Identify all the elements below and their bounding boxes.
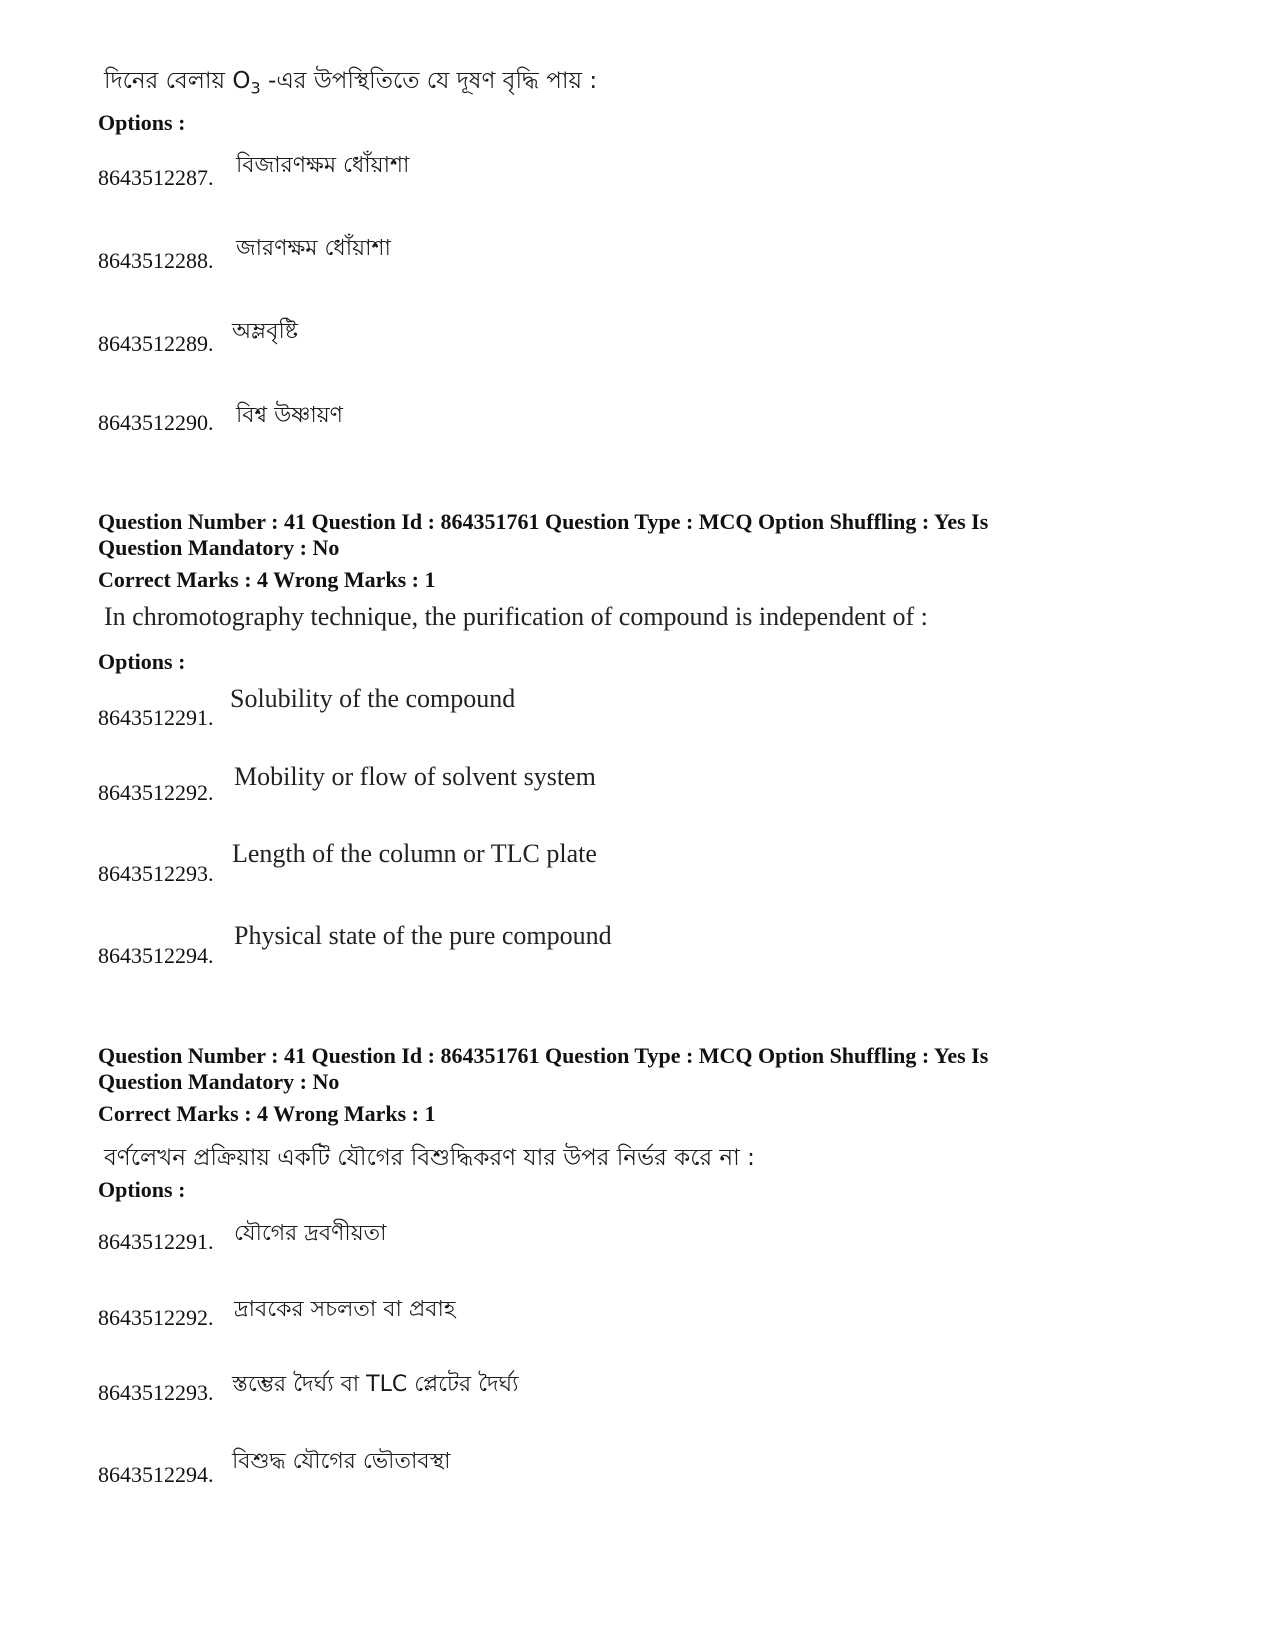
option-id: 8643512294. — [98, 943, 214, 968]
option-text: বিশ্ব উষ্ণায়ণ — [236, 403, 343, 428]
options-label: Options : — [98, 1177, 186, 1202]
question-meta-line: Question Number : 41 Question Id : 864351761 Question Type : MCQ Option Shuffling : Yes Is — [98, 1043, 989, 1068]
option-text: বিজারণক্ষম ধোঁয়াশা — [236, 153, 410, 178]
option-id: 8643512294. — [98, 1462, 214, 1487]
option-text: স্তম্ভের দৈর্ঘ্য বা TLC প্লেটের দৈর্ঘ্য — [232, 1372, 519, 1397]
option-id: 8643512290. — [98, 410, 214, 435]
question-stem-bengali: বর্ণলেখন প্রক্রিয়ায় একটি যৌগের বিশুদ্ধিকরণ যার উপর নির্ভর করে না : — [104, 1145, 755, 1171]
option-text: অম্লবৃষ্টি — [232, 319, 298, 344]
option-id: 8643512292. — [98, 780, 214, 805]
option-id: 8643512291. — [98, 705, 214, 730]
options-label: Options : — [98, 110, 186, 135]
option-id: 8643512293. — [98, 1380, 214, 1405]
options-label: Options : — [98, 649, 186, 674]
option-text: যৌগের দ্রবণীয়তা — [234, 1221, 387, 1246]
question-meta-line: Question Mandatory : No — [98, 1069, 340, 1094]
option-id: 8643512289. — [98, 331, 214, 356]
question-marks: Correct Marks : 4 Wrong Marks : 1 — [98, 1101, 436, 1126]
option-text: জারণক্ষম ধোঁয়াশা — [236, 236, 391, 261]
option-id: 8643512292. — [98, 1305, 214, 1330]
option-text: Mobility or flow of solvent system — [234, 762, 596, 791]
option-id: 8643512287. — [98, 165, 214, 190]
option-text: বিশুদ্ধ যৌগের ভৌতাবস্থা — [232, 1449, 451, 1474]
question-stem: In chromotography technique, the purification of compound is independent of : — [104, 602, 928, 631]
option-text: দ্রাবকের সচলতা বা প্রবাহ — [234, 1297, 456, 1322]
option-id: 8643512288. — [98, 248, 214, 273]
option-id: 8643512293. — [98, 861, 214, 886]
option-text: Length of the column or TLC plate — [232, 839, 597, 868]
option-text: Physical state of the pure compound — [234, 921, 612, 950]
option-id: 8643512291. — [98, 1229, 214, 1254]
question-stem-bengali-1: দিনের বেলায় $O_3$ -এর উপস্থিতিতে যে দূষণ বৃদ্ধি পায় : — [104, 68, 598, 98]
question-meta-line: Question Mandatory : No — [98, 535, 340, 560]
question-meta-line: Question Number : 41 Question Id : 864351761 Question Type : MCQ Option Shuffling : Yes Is — [98, 509, 989, 534]
question-marks: Correct Marks : 4 Wrong Marks : 1 — [98, 567, 436, 592]
option-text: Solubility of the compound — [230, 684, 516, 713]
